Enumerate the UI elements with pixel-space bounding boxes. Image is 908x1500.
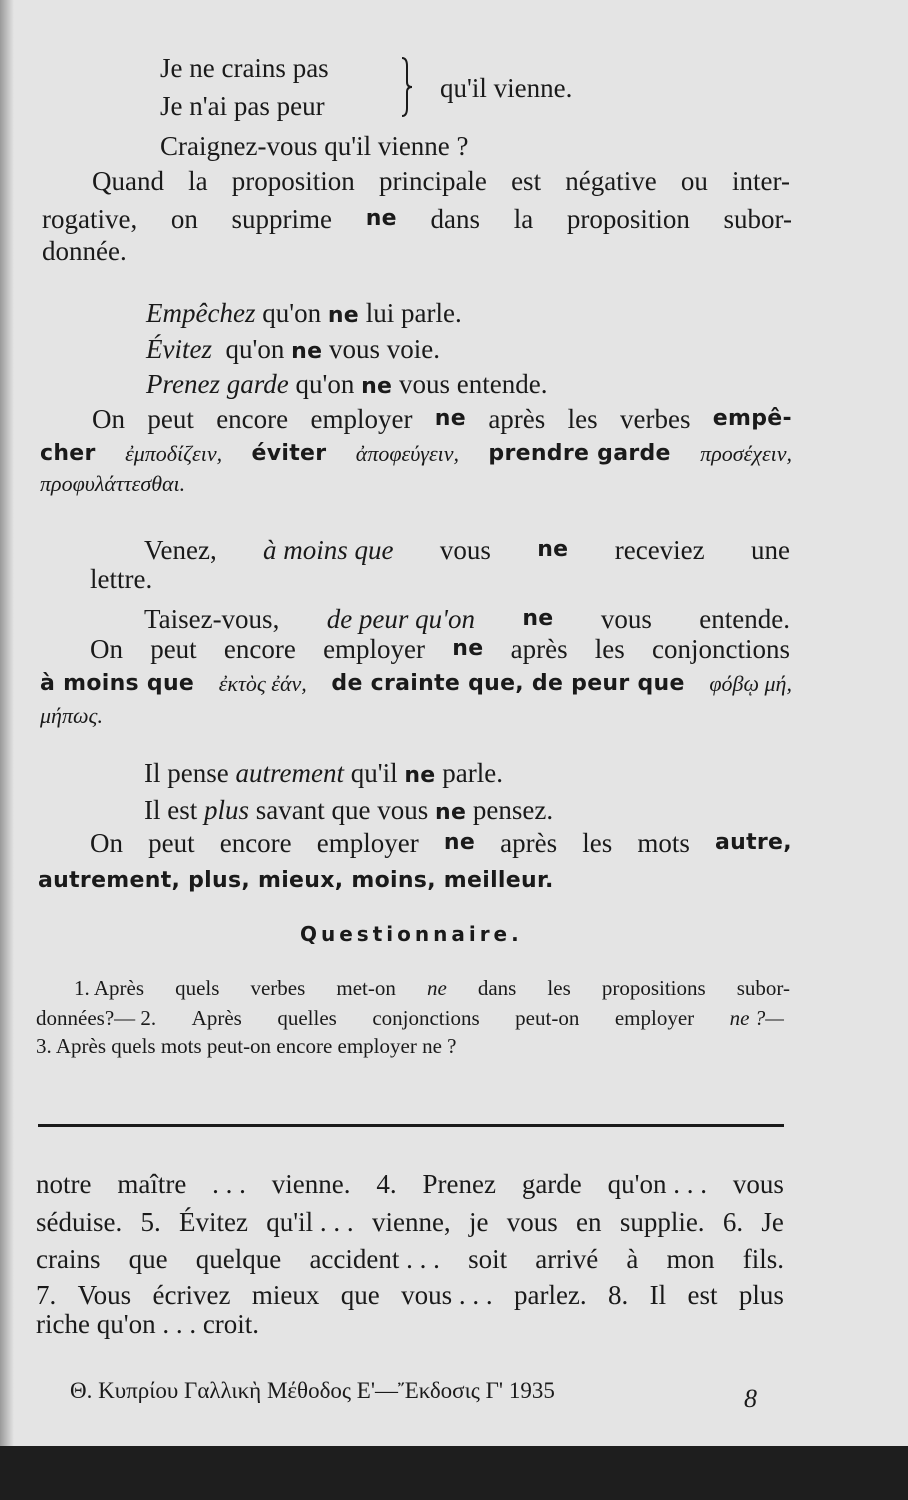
example-line: Craignez-vous qu'il vienne ?: [160, 131, 469, 161]
exercise-line: riche qu'on . . . croit.: [36, 1309, 260, 1339]
word: qu'on: [295, 369, 355, 399]
adverb: autrement: [235, 758, 344, 788]
word: plus: [738, 1280, 784, 1310]
rule-line: [40, 668, 792, 700]
word: soit: [468, 1244, 508, 1274]
word: On: [90, 828, 123, 858]
word: rogative,: [42, 204, 138, 234]
word: ne ?—: [729, 1006, 784, 1030]
questionnaire-heading: Questionnaire.: [300, 922, 523, 946]
rule-line: [42, 203, 792, 235]
word: On: [90, 634, 123, 664]
greek-word: ἐμποδίζειν,: [125, 441, 223, 466]
word: met-on: [336, 976, 396, 1000]
keyword: empê-: [712, 406, 792, 431]
word: On: [92, 404, 125, 434]
example-line: [146, 297, 462, 332]
word: conjonctions: [372, 1006, 480, 1030]
greek-word: ἐκτὸς ἐάν,: [218, 671, 307, 696]
conjunction: à moins que: [263, 535, 394, 565]
word: lui parle.: [365, 298, 462, 328]
word: arrivé: [535, 1244, 599, 1274]
word: verbes: [250, 976, 306, 1000]
exercise-line: [36, 1243, 784, 1275]
keyword: à moins que: [40, 671, 195, 696]
example-line: Je n'ai pas peur: [160, 91, 325, 121]
rule-line: [38, 862, 554, 897]
word: est: [687, 1280, 718, 1310]
word: verbes: [619, 404, 691, 434]
word: propositions: [601, 976, 706, 1000]
word: proposition: [231, 166, 355, 196]
verb: Empêchez: [146, 298, 256, 328]
greek-word: προσέχειν,: [700, 441, 792, 466]
scan-bottom-edge: [0, 1446, 908, 1500]
word: je: [468, 1207, 489, 1237]
exercise-line: [36, 1279, 784, 1311]
word: 6.: [722, 1207, 744, 1237]
word: maître: [117, 1169, 187, 1199]
word: peut: [150, 634, 197, 664]
word: principale: [378, 166, 487, 196]
footer-imprint: Θ. Κυπρίου Γαλλικὴ Μέθοδος Ε'—Ἔκδοσις Γ' 1935: [70, 1378, 555, 1403]
keyword: autrement, plus, mieux, moins, meilleur.: [38, 868, 554, 893]
word: peut-on: [515, 1006, 580, 1030]
word: une: [750, 535, 790, 565]
word: encore: [216, 404, 289, 434]
word: savant que vous: [255, 795, 429, 825]
word: qu'on: [225, 334, 285, 364]
question-line: [36, 1004, 784, 1032]
word: Évitez: [179, 1207, 249, 1237]
example-line: [144, 757, 503, 792]
word: employer: [310, 404, 413, 434]
word: notre: [36, 1169, 92, 1199]
word: vous: [439, 535, 491, 565]
brace-icon: [398, 56, 416, 118]
word: après: [510, 634, 568, 664]
keyword: ne: [434, 800, 467, 825]
example-line: qu'il vienne.: [440, 73, 573, 103]
example-line: lettre.: [90, 564, 153, 594]
word: vous: [600, 604, 652, 634]
word: séduise.: [36, 1207, 123, 1237]
word: ou: [680, 166, 708, 196]
word: garde: [521, 1169, 582, 1199]
keyword: de crainte que, de peur que: [331, 671, 685, 696]
example-line: [144, 603, 790, 635]
word: que: [340, 1280, 380, 1310]
question-line: 3. Après quels mots peut-on encore employer ne ?: [36, 1034, 457, 1058]
word: que: [128, 1244, 168, 1274]
word: Après: [191, 1006, 242, 1030]
word: employer: [614, 1006, 695, 1030]
word: inter-: [732, 166, 790, 196]
word: Taisez-vous,: [144, 604, 280, 634]
word: vienne.: [271, 1169, 351, 1199]
keyword: ne: [291, 339, 323, 364]
keyword: ne: [361, 374, 393, 399]
word: qu'on: [262, 298, 322, 328]
rule-line: [90, 633, 790, 665]
keyword: ne: [452, 636, 484, 661]
greek-word: φόβῳ μή,: [709, 671, 792, 696]
word: supplie.: [619, 1207, 705, 1237]
word: qu'il . . .: [266, 1207, 354, 1237]
word: vous voie.: [329, 334, 441, 364]
word: en: [576, 1207, 602, 1237]
rule-line: [40, 438, 792, 470]
word: est: [511, 166, 542, 196]
keyword: autre,: [714, 830, 792, 855]
example-line: [146, 368, 548, 403]
word: supprime: [231, 204, 333, 234]
word: on: [170, 204, 198, 234]
word: les: [567, 404, 598, 434]
word: pensez.: [472, 795, 554, 825]
word: receviez: [614, 535, 705, 565]
word: quels: [175, 976, 220, 1000]
word: 5.: [140, 1207, 161, 1237]
word: écrivez: [152, 1280, 231, 1310]
word: 4.: [376, 1169, 397, 1199]
word: ne: [426, 976, 447, 1000]
example-line: [144, 794, 553, 829]
word: la: [188, 166, 208, 196]
word: entende.: [699, 604, 790, 634]
word: vous: [732, 1169, 784, 1199]
word: conjonctions: [652, 634, 790, 664]
word: mots: [637, 828, 690, 858]
word: parlez.: [513, 1280, 587, 1310]
word: . . .: [212, 1169, 246, 1199]
conjunction: de peur qu'on: [326, 604, 475, 634]
keyword: ne: [365, 206, 397, 231]
keyword: cher: [40, 441, 96, 466]
word: Il pense: [144, 758, 229, 788]
keyword: ne: [522, 606, 554, 631]
word: vienne,: [371, 1207, 451, 1237]
word: 7.: [36, 1280, 57, 1310]
adverb: plus: [204, 795, 250, 825]
verb: Évitez: [146, 334, 212, 364]
word: crains: [36, 1244, 101, 1274]
word: après: [488, 404, 546, 434]
word: subor-: [736, 976, 790, 1000]
word: qu'on . . .: [607, 1169, 708, 1199]
exercise-line: [36, 1168, 784, 1200]
word: peut: [148, 828, 195, 858]
rule-line: [90, 827, 792, 859]
keyword: éviter: [251, 441, 327, 466]
word: employer: [316, 828, 419, 858]
word: 1. Après: [74, 976, 144, 1000]
exercise-line: [36, 1206, 784, 1238]
word: Il: [649, 1280, 667, 1310]
word: vous: [506, 1207, 558, 1237]
keyword: ne: [443, 830, 476, 855]
example-line: [146, 333, 440, 368]
keyword: ne: [434, 406, 466, 431]
word: Venez,: [144, 535, 217, 565]
word: employer: [323, 634, 426, 664]
word: Vous: [77, 1280, 132, 1310]
word: après: [500, 828, 558, 858]
verb: Prenez garde: [146, 369, 289, 399]
word: les: [582, 828, 613, 858]
word: les: [594, 634, 625, 664]
word: quelles: [277, 1006, 337, 1030]
word: négative: [565, 166, 657, 196]
word: 8.: [608, 1280, 629, 1310]
word: dans: [477, 976, 517, 1000]
keyword: ne: [537, 537, 569, 562]
word: encore: [219, 828, 292, 858]
word: les: [547, 976, 571, 1000]
separator-rule: [38, 1124, 784, 1127]
rule-line: [92, 165, 790, 197]
word: mon: [666, 1244, 715, 1274]
word: Quand: [92, 166, 164, 196]
word: qu'il: [350, 758, 398, 788]
word: proposition: [566, 204, 690, 234]
rule-line: donnée.: [42, 236, 127, 266]
page-edge-shadow: [0, 0, 14, 1500]
word: peut: [147, 404, 194, 434]
rule-line: προφυλάττεσθαι.: [40, 471, 186, 496]
keyword: prendre garde: [488, 441, 671, 466]
word: vous entende.: [399, 369, 548, 399]
word: Il est: [144, 795, 198, 825]
rule-line: [92, 403, 792, 435]
word: vous . . .: [401, 1280, 493, 1310]
word: dans: [430, 204, 481, 234]
rule-line: μήπως.: [40, 703, 103, 728]
question-line: [74, 974, 790, 1002]
word: encore: [223, 634, 296, 664]
word: accident . . .: [309, 1244, 440, 1274]
word: subor-: [723, 204, 792, 234]
keyword: ne: [327, 303, 360, 328]
example-line: Je ne crains pas: [160, 53, 329, 83]
word: fils.: [742, 1244, 784, 1274]
word: données?— 2.: [36, 1006, 157, 1030]
word: la: [513, 204, 534, 234]
word: à: [626, 1244, 639, 1274]
keyword: ne: [404, 763, 436, 788]
greek-word: ἀποφεύγειν,: [355, 441, 460, 466]
word: parle.: [442, 758, 503, 788]
word: mieux: [251, 1280, 320, 1310]
word: Prenez: [422, 1169, 496, 1199]
word: quelque: [195, 1244, 282, 1274]
word: Je: [761, 1207, 784, 1237]
page-number: 8: [744, 1384, 757, 1413]
example-line: [144, 534, 790, 566]
